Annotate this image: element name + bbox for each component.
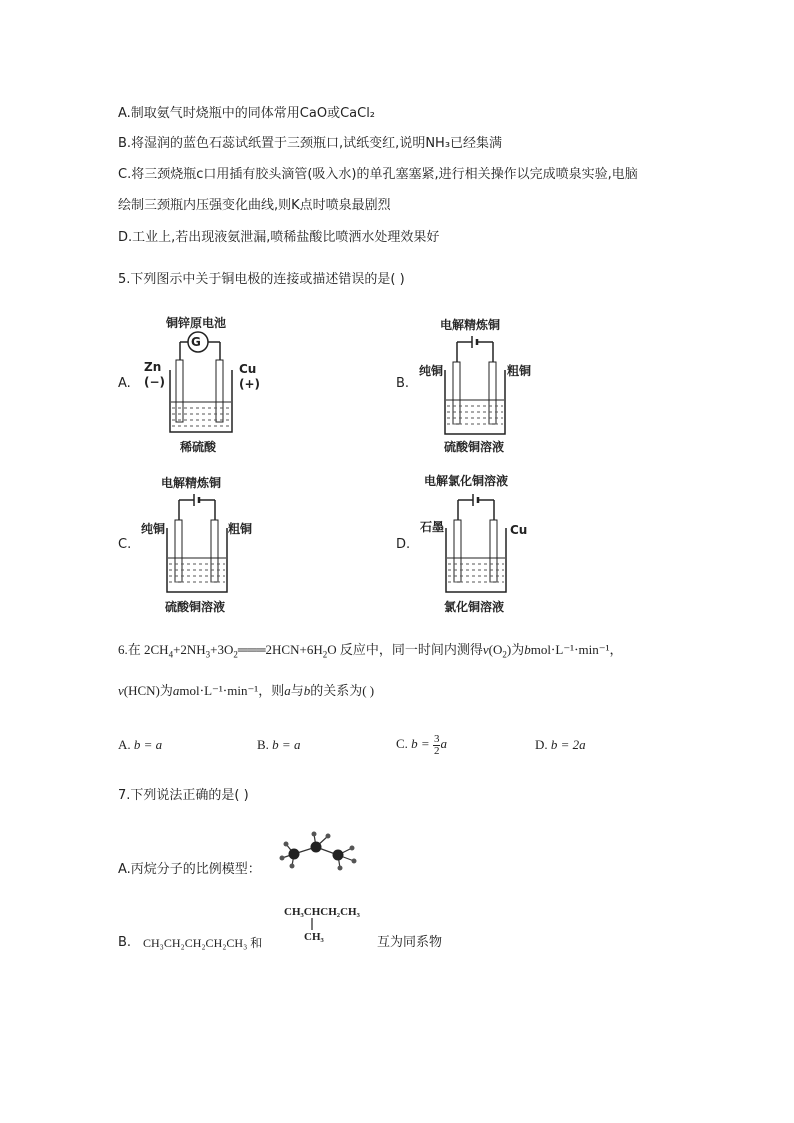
q6-text: b (524, 642, 531, 657)
q4-option-c-line1: C.将三颈烧瓶c口用插有胶头滴管(吸入水)的单孔塞塞紧,进行相关操作以完成喷泉实验,电脑 (118, 167, 638, 182)
q5-fig-b-letter: B. (396, 376, 410, 391)
q5-fig-d-right: Cu (510, 523, 528, 537)
q7-branched-structure-main: CH₃CHCH₂CH₃ (284, 906, 360, 918)
q6-text: a (284, 683, 291, 698)
q7-option-b-tail: 互为同系物 (377, 935, 443, 950)
q4-option-c-line2: 绘制三颈瓶内压强变化曲线,则K点时喷泉最剧烈 (118, 198, 391, 213)
q6-stem-line1: 6.在 $2CH_4+2NH_3+3O_2═══2HCN+6H_2O$ 反应中，同一时间内测得$v(O_2)$为bmol⋅L⁻¹⋅min⁻¹， (118, 642, 623, 660)
cell-diagram-b (437, 334, 517, 440)
cell-diagram-a (160, 330, 250, 440)
q5-fig-d-letter: D. (396, 537, 411, 552)
q6-option-expr: b = a (133, 737, 163, 752)
q6-option-d (535, 736, 586, 754)
q5-stem: 5.下列图示中关于铜电极的连接或描述错误的是( ) (118, 272, 405, 287)
q5-fig-a-solution: 稀硫酸 (180, 440, 217, 454)
q4-option-b: B.将湿润的蓝色石蕊试纸置于三颈瓶口,试纸变红,说明NH₃已经集满 (118, 136, 503, 151)
q5-fig-a-right: Cu (239, 362, 257, 376)
q5-fig-b-left: 纯铜 (419, 364, 444, 378)
q5-fig-c-right: 粗铜 (228, 522, 253, 536)
q6-text: )为 (506, 642, 525, 657)
q6-option-label: A. (118, 737, 131, 752)
cell-diagram-c (159, 492, 239, 598)
q7-option-b-label: B. (118, 935, 132, 950)
q5-fig-d-left: 石墨 (420, 520, 445, 534)
q5-fig-c-title: 电解精炼铜 (161, 476, 222, 490)
q5-fig-b-right: 粗铜 (507, 364, 532, 378)
q5-fig-d-solution: 氯化铜溶液 (444, 600, 505, 614)
fraction-denominator: 2 (433, 744, 440, 757)
q7-option-a: A.丙烷分子的比例模型： (118, 862, 261, 877)
q6-text: ═══2HCN+6H (237, 642, 323, 657)
q6-option-expr: a (440, 736, 447, 751)
galvanometer-label: G (191, 335, 201, 349)
q5-fig-b-solution: 硫酸铜溶液 (444, 440, 505, 454)
q6-text: mol⋅L⁻¹⋅min⁻¹， (530, 642, 623, 657)
q5-fig-c-left: 纯铜 (141, 522, 166, 536)
q6-option-expr: b = (411, 736, 430, 751)
q6-text: +2NH (173, 642, 206, 657)
q5-fig-a-left: Zn (144, 360, 162, 374)
q6-text: mol⋅L⁻¹⋅min⁻¹，则 (179, 683, 285, 698)
q6-option-expr: b = a (272, 737, 301, 752)
q6-text: b (303, 683, 311, 698)
q5-fig-b-title: 电解精炼铜 (440, 318, 501, 332)
propane-model-image (274, 828, 364, 872)
q6-option-a (118, 736, 162, 754)
q6-option-expr: b = 2a (550, 737, 586, 752)
q6-option-label: D. (535, 737, 548, 752)
q6-text: a (172, 683, 180, 698)
q6-option-label: B. (257, 737, 269, 752)
q4-option-d: D.工业上,若出现液氨泄漏,喷稀盐酸比喷洒水处理效果好 (118, 230, 440, 245)
q5-fig-a-title: 铜锌原电池 (166, 316, 227, 330)
q5-fig-d-title: 电解氯化铜溶液 (424, 474, 509, 488)
q6-option-b (257, 736, 300, 754)
q6-text: 的关系为( ) (310, 683, 375, 698)
q6-option-c (396, 730, 447, 758)
q6-text: 与 (290, 683, 304, 698)
fraction-numerator: 3 (433, 732, 440, 745)
q6-text: v (118, 683, 124, 698)
q6-text: (O (488, 642, 503, 657)
q5-fig-a-left-sign: (−) (144, 375, 166, 389)
q6-text: +3O (210, 642, 234, 657)
q5-fig-a-right-sign: (+) (239, 377, 261, 391)
q6-text: v (482, 642, 489, 657)
q6-stem-line2 (118, 682, 374, 700)
q6-text: (HCN)为 (123, 683, 173, 698)
q7-stem: 7.下列说法正确的是( ) (118, 788, 249, 803)
q6-text: O 反应中，同一时间内测得 (327, 642, 483, 657)
q5-fig-a-letter: A. (118, 376, 131, 391)
q4-option-a: A.制取氨气时烧瓶中的同体常用CaO或CaCl₂ (118, 106, 376, 121)
q6-option-label: C. (396, 736, 408, 751)
q7-branched-structure-branch: CH₃ (304, 931, 324, 943)
q7-option-b-formula: CH₃CH₂CH₂CH₂CH₃ 和 (143, 936, 263, 950)
q5-fig-c-letter: C. (118, 537, 132, 552)
cell-diagram-d (438, 490, 518, 598)
q6-text: 6.在 2CH (118, 642, 169, 657)
q5-fig-c-solution: 硫酸铜溶液 (165, 600, 226, 614)
